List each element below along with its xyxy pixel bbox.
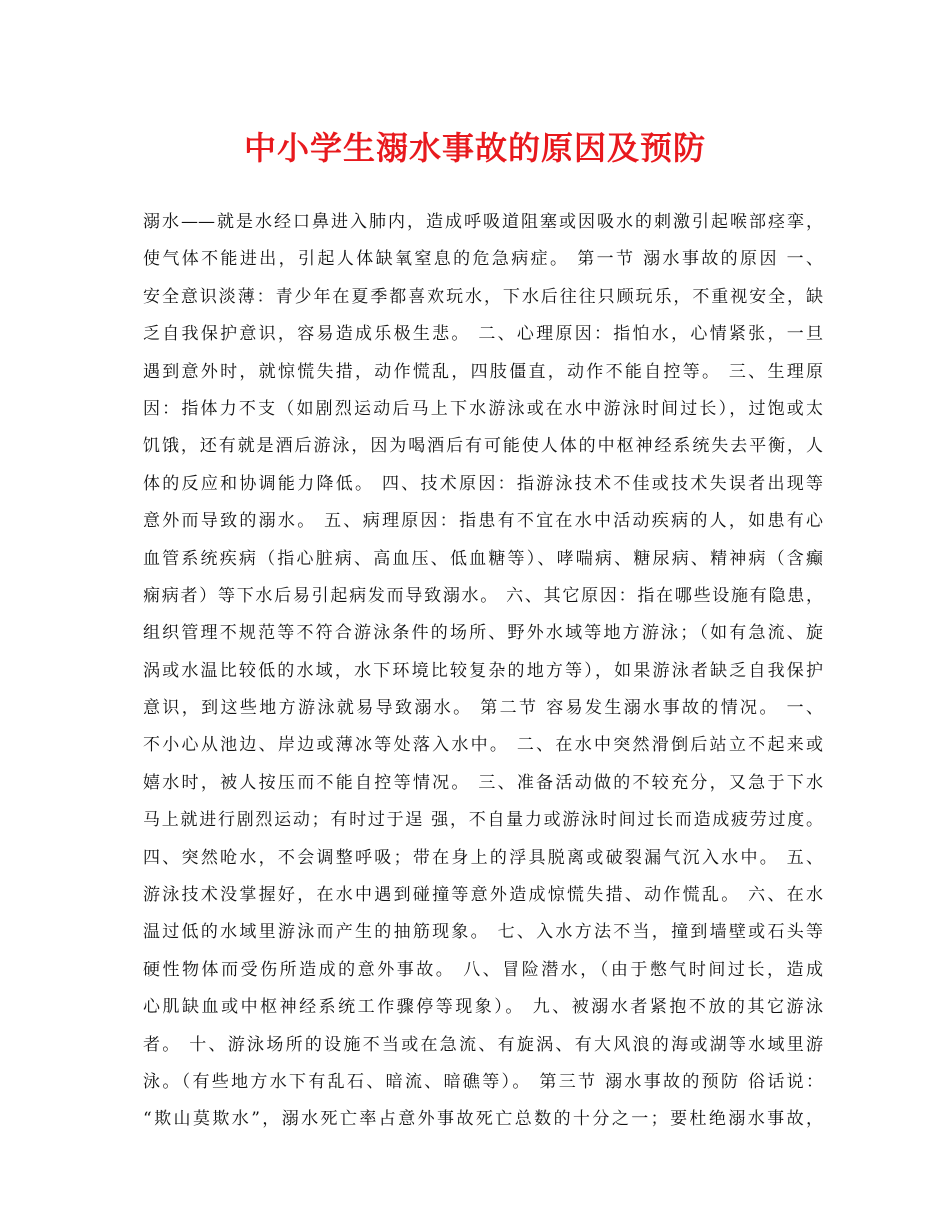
body-line: 组织管理不规范等不符合游泳条件的场所、野外水域等地方游泳；（如有急流、旋 — [143, 623, 823, 644]
body-line: 体的反应和协调能力降低。 四、技术原因：指游泳技术不佳或技术失误者出现等 — [143, 473, 823, 494]
body-line: 意识，到这些地方游泳就易导致溺水。 第二节 容易发生溺水事故的情况。 一、 — [143, 698, 823, 719]
body-line: 四、突然呛水，不会调整呼吸；带在身上的浮具脱离或破裂漏气沉入水中。 五、 — [143, 847, 823, 868]
body-line: 者。 十、游泳场所的设施不当或在急流、有旋涡、有大风浪的海或湖等水域里游 — [143, 1034, 823, 1055]
body-line: 游泳技术没掌握好，在水中遇到碰撞等意外造成惊慌失措、动作慌乱。 六、在水 — [143, 885, 823, 906]
body-line: 意外而导致的溺水。 五、病理原因：指患有不宜在水中活动疾病的人，如患有心 — [143, 511, 823, 532]
document-body — [143, 204, 823, 1139]
body-line: 遇到意外时，就惊慌失措，动作慌乱，四肢僵直，动作不能自控等。 三、生理原 — [143, 361, 823, 382]
body-line: 使气体不能进出，引起人体缺氧窒息的危急病症。 第一节 溺水事故的原因 一、 — [143, 249, 823, 270]
body-line: “欺山莫欺水”，溺水死亡率占意外事故死亡总数的十分之一；要杜绝溺水事故， — [143, 1109, 823, 1130]
body-line: 马上就进行剧烈运动；有时过于逞 强，不自量力或游泳时间过长而造成疲劳过度。 — [143, 810, 823, 831]
body-line: 痫病者）等下水后易引起病发而导致溺水。 六、其它原因：指在哪些设施有隐患， — [143, 585, 823, 606]
body-line: 饥饿，还有就是酒后游泳，因为喝酒后有可能使人体的中枢神经系统失去平衡，人 — [143, 436, 823, 457]
body-line: 心肌缺血或中枢神经系统工作骤停等现象）。 九、被溺水者紧抱不放的其它游泳 — [143, 997, 823, 1018]
document-title: 中小学生溺水事故的原因及预防 — [243, 129, 706, 167]
body-line: 硬性物体而受伤所造成的意外事故。 八、冒险潜水，（由于憋气时间过长，造成 — [143, 959, 823, 980]
body-line: 溺水——就是水经口鼻进入肺内，造成呼吸道阻塞或因吸水的刺激引起喉部痉挛， — [143, 212, 823, 232]
body-line: 乏自我保护意识，容易造成乐极生悲。 二、心理原因：指怕水，心情紧张，一旦 — [143, 324, 823, 345]
body-line: 因：指体力不支（如剧烈运动后马上下水游泳或在水中游泳时间过长），过饱或太 — [143, 398, 823, 419]
body-line: 不小心从池边、岸边或薄冰等处落入水中。 二、在水中突然滑倒后站立不起来或 — [143, 735, 823, 756]
body-line: 泳。（有些地方水下有乱石、暗流、暗礁等）。 第三节 溺水事故的预防 俗话说： — [143, 1071, 823, 1092]
body-line: 血管系统疾病（指心脏病、高血压、低血糖等）、哮喘病、糖尿病、精神病（含癫 — [143, 548, 823, 569]
body-line: 涡或水温比较低的水域，水下环境比较复杂的地方等），如果游泳者缺乏自我保护 — [143, 660, 823, 681]
body-line: 嬉水时，被人按压而不能自控等情况。 三、准备活动做的不较充分，又急于下水 — [143, 772, 823, 793]
body-line: 安全意识淡薄：青少年在夏季都喜欢玩水，下水后往往只顾玩乐，不重视安全，缺 — [143, 286, 823, 307]
body-line: 温过低的水域里游泳而产生的抽筋现象。 七、入水方法不当，撞到墙壁或石头等 — [143, 922, 823, 943]
